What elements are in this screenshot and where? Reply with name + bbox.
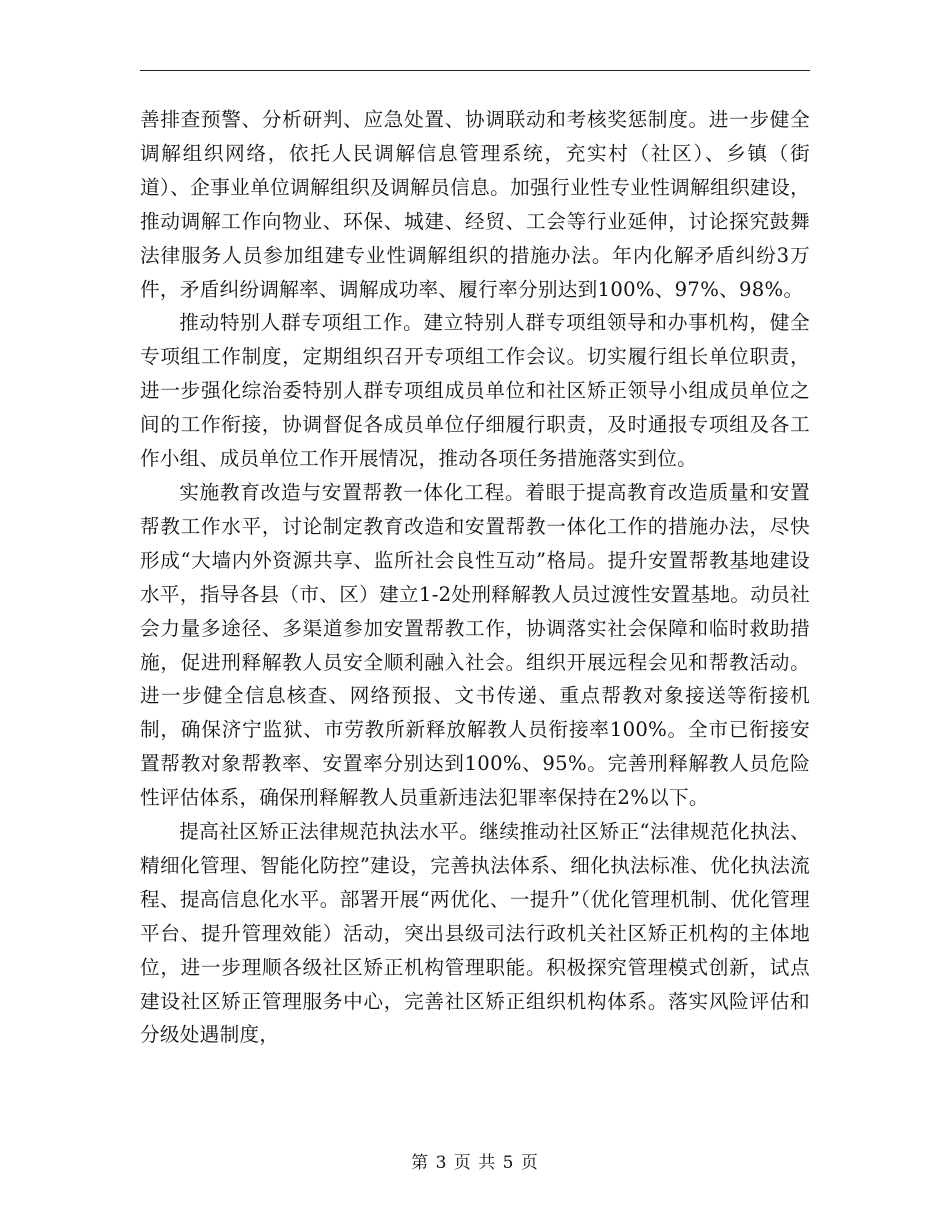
paragraph-2: 推动特别人群专项组工作。建立特别人群专项组领导和办事机构，健全专项组工作制度，定期组织召开专项组工作会议。切实履行组长单位职责，进一步强化综治委特别人群专项组成员单位和社区矫正领导小组成员单位之间的工作衔接，协调督促各成员单位仔细履行职责，及时通报专项组及各工作小组、成员单位工作开展情况，推动各项任务措施落实到位。	[140, 311, 810, 471]
paragraph-1: 善排查预警、分析研判、应急处置、协调联动和考核奖惩制度。进一步健全调解组织网络，依托人民调解信息管理系统，充实村（社区）、乡镇（街道）、企事业单位调解组织及调解员信息。加强行业性专业性调解组织建设，推动调解工作向物业、环保、城建、经贸、工会等行业延伸，讨论探究鼓舞法律服务人员参加组建专业性调解组织的措施办法。年内化解矛盾纠纷3万件，矛盾纠纷调解率、调解成功率、履行率分别达到100%、97%、98%。	[140, 108, 810, 301]
page-number: 第 3 页 共 5 页	[411, 1153, 539, 1173]
body-text	[140, 103, 810, 1052]
paragraph-4: 提高社区矫正法律规范执法水平。继续推动社区矫正“法律规范化执法、精细化管理、智能化防控”建设，完善执法体系、细化执法标准、优化执法流程、提高信息化水平。部署开展“两优化、一提升”（优化管理机制、优化管理平台、提升管理效能）活动，突出县级司法行政机关社区矫正机构的主体地位，进一步理顺各级社区矫正机构管理职能。积极探究管理模式创新，试点建设社区矫正管理服务中心，完善社区矫正组织机构体系。落实风险评估和分级处遇制度，	[140, 820, 810, 1047]
header-rule	[140, 70, 810, 71]
paragraph-3: 实施教育改造与安置帮教一体化工程。着眼于提高教育改造质量和安置帮教工作水平，讨论制定教育改造和安置帮教一体化工作的措施办法，尽快形成“大墙内外资源共享、监所社会良性互动”格局。提升安置帮教基地建设水平，指导各县（市、区）建立1-2处刑释解教人员过渡性安置基地。动员社会力量多途径、多渠道参加安置帮教工作，协调落实社会保障和临时救助措施，促进刑释解教人员安全顺利融入社会。组织开展远程会见和帮教活动。进一步健全信息核查、网络预报、文书传递、重点帮教对象接送等衔接机制，确保济宁监狱、市劳教所新释放解教人员衔接率100%。全市已衔接安置帮教对象帮教率、安置率分别达到100%、95%。完善刑释解教人员危险性评估体系，确保刑释解教人员重新违法犯罪率保持在2%以下。	[140, 480, 810, 810]
